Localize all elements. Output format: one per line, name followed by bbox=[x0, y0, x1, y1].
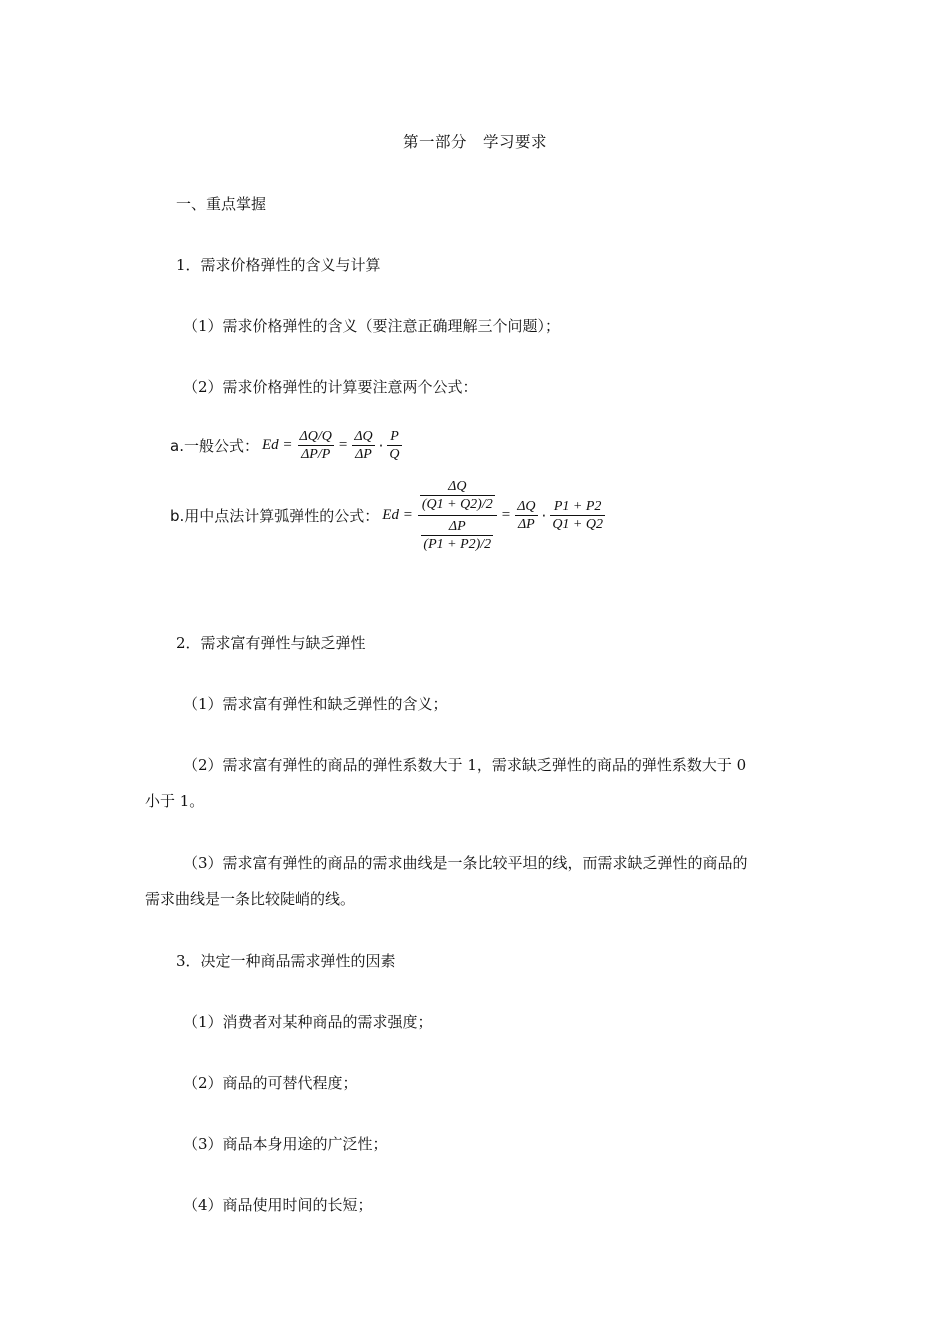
paragraph: （3）需求富有弹性的商品的需求曲线是一条比较平坦的线，而需求缺乏弹性的商品的 bbox=[183, 854, 748, 872]
paragraph-continuation: 需求曲线是一条比较陡峭的线。 bbox=[145, 890, 356, 908]
formula-label: b.用中点法计算弧弹性的公式： bbox=[170, 507, 380, 525]
compound-fraction bbox=[418, 478, 497, 553]
equals-sign: = bbox=[501, 507, 511, 523]
main-fraction-bar bbox=[418, 515, 497, 516]
paragraph: （2）商品的可替代程度； bbox=[183, 1074, 358, 1092]
paragraph: （1）需求价格弹性的含义（要注意正确理解三个问题）； bbox=[183, 317, 561, 335]
fraction bbox=[387, 428, 401, 463]
denominator: Q bbox=[389, 447, 400, 462]
numerator: ΔQ bbox=[517, 499, 536, 514]
fraction bbox=[515, 498, 537, 533]
numerator: ΔQ/Q bbox=[299, 429, 332, 444]
denominator: Q1 + Q2 bbox=[552, 517, 603, 532]
denominator: (Q1 + Q2)/2 bbox=[421, 497, 493, 512]
paragraph: （2）需求富有弹性的商品的弹性系数大于 1，需求缺乏弹性的商品的弹性系数大于 0 bbox=[183, 756, 747, 774]
fraction bbox=[352, 428, 374, 463]
item-heading-1: 1．需求价格弹性的含义与计算 bbox=[176, 256, 381, 274]
equals-sign: = bbox=[338, 437, 348, 453]
paragraph: （1）需求富有弹性和缺乏弹性的含义； bbox=[183, 695, 448, 713]
fraction bbox=[420, 478, 495, 513]
denominator: ΔP bbox=[517, 517, 535, 532]
formula-midpoint bbox=[170, 478, 607, 553]
numerator: ΔQ bbox=[448, 479, 467, 494]
formula-lhs: Ed = bbox=[261, 437, 293, 453]
numerator: P1 + P2 bbox=[553, 499, 602, 514]
formula-label: a.一般公式： bbox=[170, 437, 259, 455]
numerator: ΔQ bbox=[354, 429, 373, 444]
denominator: (P1 + P2)/2 bbox=[423, 537, 492, 552]
paragraph-continuation: 小于 1。 bbox=[145, 792, 205, 810]
fraction bbox=[421, 518, 493, 553]
paragraph: （3）商品本身用途的广泛性； bbox=[183, 1135, 388, 1153]
numerator: ΔP bbox=[448, 519, 466, 534]
item-heading-3: 3．决定一种商品需求弹性的因素 bbox=[176, 952, 396, 970]
section-heading: 一、重点掌握 bbox=[176, 195, 267, 213]
fraction bbox=[298, 428, 334, 463]
multiply-dot: · bbox=[378, 436, 384, 455]
numerator: P bbox=[390, 429, 399, 444]
page-title: 第一部分 学习要求 bbox=[402, 133, 547, 151]
paragraph: （2）需求价格弹性的计算要注意两个公式： bbox=[183, 378, 478, 396]
paragraph: （1）消费者对某种商品的需求强度； bbox=[183, 1013, 433, 1031]
fraction bbox=[550, 498, 605, 533]
denominator: ΔP bbox=[355, 447, 372, 462]
paragraph: （4）商品使用时间的长短； bbox=[183, 1196, 373, 1214]
denominator: ΔP/P bbox=[301, 447, 331, 462]
formula-lhs: Ed = bbox=[382, 507, 413, 523]
multiply-dot: · bbox=[541, 506, 547, 525]
formula-general bbox=[170, 428, 404, 463]
item-heading-2: 2．需求富有弹性与缺乏弹性 bbox=[176, 634, 366, 652]
